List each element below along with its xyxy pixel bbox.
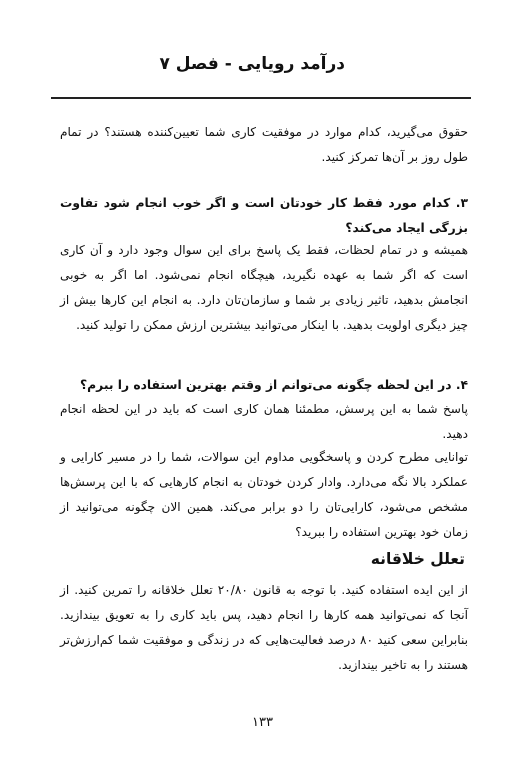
question-4-body-2	[60, 445, 468, 545]
question-4-body-1-text: پاسخ شما به این پرسش، مطمئنا همان کاری است که باید در این لحظه انجام دهید.	[60, 402, 468, 441]
chapter-header-title: درآمد رویایی - فصل ۷	[159, 54, 345, 74]
intro-paragraph	[60, 120, 468, 170]
page-number: ۱۳۳	[252, 715, 273, 730]
intro-paragraph-text: حقوق می‌گیرید، کدام موارد در موفقیت کاری شما تعیین‌کننده هستند؟ در تمام طول روز بر آن‌ها تمرکز کنید.	[60, 125, 468, 164]
question-3-body-text: همیشه و در تمام لحظات، فقط یک پاسخ برای این سوال وجود دارد و آن کاری است که اگر شما به عهده نگیرید، هیچگاه انجام نمی‌شود. اما اگر به خوبی انجامش بدهید، تاثیر زیادی بر شما و سازمان‌تان دارد. به انجام این کارها بیش از چیز دیگری اولویت بدهید. با اینکار می‌توانید بیشترین ارزش ممکن را تولید کنید.	[60, 243, 468, 332]
section-title: تعلل خلاقانه	[370, 550, 465, 568]
question-4-body-2-text: توانایی مطرح کردن و پاسخگویی مداوم این سوالات، شما را در مسیر کارایی و عملکرد بالا نگه می‌دارد. وادار کردن خودتان به انجام کارهایی که با این پرسش‌ها مشخص می‌شود، کارایی‌تان را دو برابر می‌کند. همین الان چگونه می‌توانید از زمان خود بهترین استفاده را ببرید؟	[60, 450, 468, 539]
question-3-heading: ۳. کدام مورد فقط کار خودتان است و اگر خوب انجام شود تفاوت بزرگی ایجاد می‌کند؟	[60, 196, 468, 235]
section-body-text: از این ایده استفاده کنید. با توجه به قانون ۲۰/۸۰ تعلل خلاقانه را تمرین کنید. از آنجا که نمی‌توانید همه کارها را انجام دهید، پس باید کاری را به تعویق بیندازید. بنابراین سعی کنید ۸۰ درصد فعالیت‌هایی که در زندگی و موفقیت شما کم‌ارزش‌تر هستند را به تاخیر بیندازید.	[60, 583, 469, 672]
header-divider	[51, 97, 471, 99]
question-3-body	[60, 238, 468, 338]
question-4-heading: ۴. در این لحظه چگونه می‌توانم از وقتم بهترین استفاده را ببرم؟	[80, 378, 468, 392]
section-body	[60, 578, 468, 678]
question-4-body-1	[60, 397, 468, 447]
